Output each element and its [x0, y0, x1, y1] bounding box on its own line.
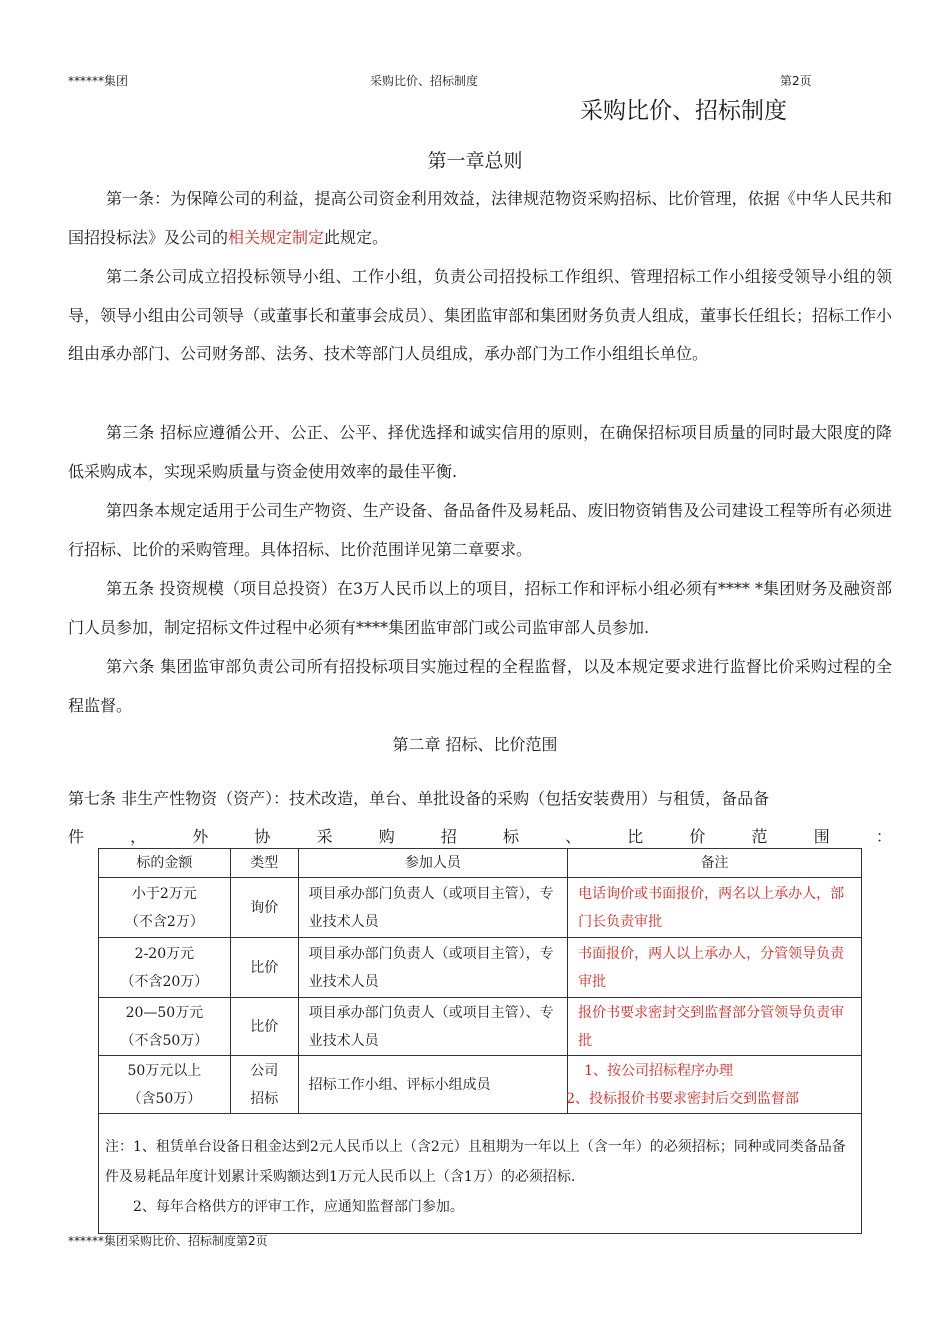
table-header-cell: 备注 — [568, 849, 862, 878]
table-row — [99, 1056, 862, 1114]
header-page-number: 第2页 — [780, 74, 812, 88]
amount-cell: 20—50万元 （不含50万） — [99, 998, 231, 1056]
article-7-line1: 第七条 非生产性物资（资产）：技术改造，单台、单批设备的采购（包括安装费用）与租赁，备品备 — [68, 789, 770, 808]
procurement-scope-table — [98, 848, 862, 1234]
chapter2-title: 第二章 招标、比价范围 — [392, 735, 558, 754]
type-cell: 比价 — [230, 998, 298, 1056]
article-7-line2: 件 ， 外 协 采 购 招 标 、 比 价 范 围 ： — [68, 827, 892, 846]
remark-cell: 1、按公司招标程序办理 2、投标报价书要求密封后交到监督部 — [568, 1056, 862, 1114]
article-3: 第三条 招标应遵循公开、公正、公平、择优选择和诚实信用的原则，在确保招标项目质量的同时最大限度的降低采购成本，实现采购质量与资金使用效率的最佳平衡. — [68, 423, 892, 481]
article-1: 第一条：为保障公司的利益，提高公司资金利用效益，法律规范物资采购招标、比价管理，依据《中华人民共和国招投标法》及公司的相关规定制定此规定。 — [68, 189, 892, 247]
table-note-row — [99, 1114, 862, 1234]
note-item-2: 2、每年合格供方的评审工作，应通知监督部门参加。 — [133, 1199, 464, 1215]
type-cell: 公司 招标 — [230, 1056, 298, 1114]
people-cell: 招标工作小组、评标小组成员 — [298, 1056, 567, 1114]
table-row — [99, 878, 862, 938]
header-title: 采购比价、招标制度 — [370, 74, 479, 88]
type-cell: 比价 — [230, 938, 298, 998]
article-1-highlight: 相关规定制定 — [228, 227, 325, 247]
people-cell: 项目承办部门负责人（或项目主管），专业技术人员 — [298, 938, 567, 998]
table-row — [99, 998, 862, 1056]
remark-cell: 报价书要求密封交到监督部分管领导负责审批 — [568, 998, 862, 1056]
article-6: 第六条 集团监审部负责公司所有招投标项目实施过程的全程监督，以及本规定要求进行监督比价采购过程的全程监督。 — [68, 657, 892, 715]
remark-cell: 电话询价或书面报价，两名以上承办人，部门长负责审批 — [568, 878, 862, 938]
document-title: 采购比价、招标制度 — [580, 98, 787, 124]
people-cell: 项目承办部门负责人（或项目主管），专业技术人员 — [298, 878, 567, 938]
table-header-row — [99, 849, 862, 878]
table-header-cell: 标的金额 — [99, 849, 231, 878]
table-header-cell: 类型 — [230, 849, 298, 878]
chapter1-title: 第一章总则 — [427, 150, 523, 172]
article-2: 第二条公司成立招投标领导小组、工作小组，负责公司招投标工作组织、管理招标工作小组接受领导小组的领导，领导小组由公司领导（或董事长和董事会成员）、集团监审部和集团财务负责人组成，董事长任组长；招标工作小组由承办部门、公司财务部、法务、技术等部门人员组成，承办部门为工作小组组长单位。 — [68, 267, 893, 363]
note-item-1: 注：1、租赁单台设备日租金达到2元人民币以上（含2元）且租期为一年以上（含一年）的必须招标；同种或同类备品备件及易耗品年度计划累计采购额达到1万元人民币以上（含1万）的必须招标. — [105, 1139, 846, 1185]
table-header-cell: 参加人员 — [298, 849, 567, 878]
amount-cell: 50万元以上 （含50万） — [99, 1056, 231, 1114]
article-5: 第五条 投资规模（项目总投资）在3万人民币以上的项目，招标工作和评标小组必须有**** *集团财务及融资部门人员参加，制定招标文件过程中必须有****集团监审部门或公司监审部人员参加. — [68, 579, 892, 637]
table-note-cell — [99, 1114, 862, 1234]
people-cell: 项目承办部门负责人（或项目主管）、专业技术人员 — [298, 998, 567, 1056]
table-row — [99, 938, 862, 998]
remark-cell: 书面报价，两人以上承办人，分管领导负责审批 — [568, 938, 862, 998]
amount-cell: 2-20万元 （不含20万） — [99, 938, 231, 998]
page-footer: ******集团采购比价、招标制度第2页 — [68, 1234, 268, 1248]
header-company: ******集团 — [68, 74, 129, 88]
article-4: 第四条本规定适用于公司生产物资、生产设备、备品备件及易耗品、废旧物资销售及公司建设工程等所有必须进行招标、比价的采购管理。具体招标、比价范围详见第二章要求。 — [68, 501, 892, 559]
type-cell: 询价 — [230, 878, 298, 938]
amount-cell: 小于2万元 （不含2万） — [99, 878, 231, 938]
